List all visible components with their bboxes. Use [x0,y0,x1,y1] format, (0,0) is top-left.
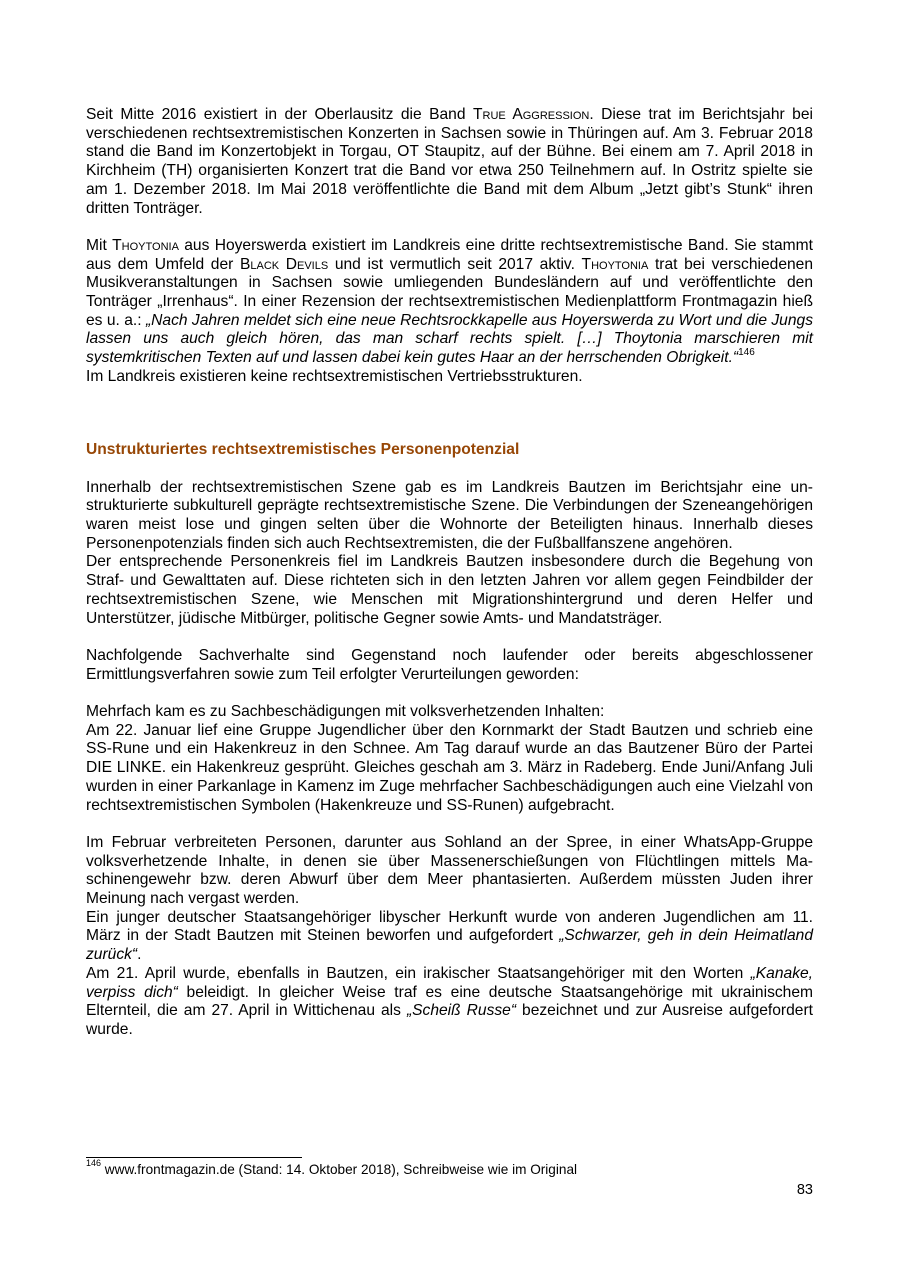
paragraph-bautzen-april [86,965,813,1040]
paragraph-personenkreis: Der entsprechende Personenkreis fiel im Landkreis Bautzen insbesondere durch die Begehung von Straf- und Gewalttaten auf. Diese richteten sich in den letzten Jahren vor allem gegen Feindbilder der rechtsextremistischen Szene, wie Menschen mit Migrationshintergrund und deren Helfer und Unterstützer, jüdische Mitbürger, politische Gegner sowie Amts- und Mandatsträger. [86,553,813,627]
text-run: . Diese trat im Berichtsjahr bei verschiedenen rechtsextremistischen Konzerten in Sachsen sowie in Thüringen auf. Am 3. Februar 2018 stand die Band im Konzertobjekt in Torgau, OT Staupitz, auf der Bühne. Bei einem am 7. April 2018 in Kirchheim (TH) organisierten Konzert trat die Band vor etwa 250 Teilnehmern auf. In Ostritz spielte sie am 1. Dezember 2018. Im Mai 2018 veröffentlichte die Band mit dem Album „Jetzt gibt’s Stunk“ ihren dritten Tonträger. [86,106,813,217]
page-body [86,106,813,1040]
footnote-reference[interactable]: 146 [738,346,755,358]
paragraph-whatsapp: Im Februar verbreiteten Personen, darunter aus Sohland an der Spree, in einer WhatsApp-Gruppe volksverhetzende Inhalte, in denen sie über Massenerschießungen von Flüchtlingen mittels Maschinengewehr bzw. deren Abwurf über dem Meer phantasierten. Außerdem müssten Juden ihrer Meinung nach vergast werden. [86,833,813,908]
footnote [86,1158,578,1178]
paragraph-thoytonia [86,237,813,368]
band-name-true-aggression: True Aggression [472,106,590,123]
quote-schwarzer: „Schwarzer, geh in dein Heimatland zurück“ [86,927,814,964]
text-run: . [137,946,142,964]
text-run: bezeichnet und zur Ausreise aufgefordert wurde. [86,1002,813,1038]
text-run: und ist vermutlich seit 2017 aktiv. [328,255,582,273]
quote-kanake: „Kanake, verpiss dich“ [86,964,813,1001]
text-run: Ein junger deutscher Staatsangehöriger libyscher Herkunft wurde von anderen Jugendlichen am 11. März in der Stadt Bautzen mit Steinen beworfen und aufgefordert [86,908,813,945]
footnote-separator [86,1157,302,1158]
paragraph-szene: Innerhalb der rechtsextremistischen Szene gab es im Landkreis Bautzen im Berichtsjahr eine unstrukturierte subkulturell geprägte rechtsextremistische Szene. Die Verbindungen der Szeneangehörigen waren meist lose und gingen selten über die Wohnorte der Beteiligten hinaus. Innerhalb dieses Personenpotenzials finden sich auch Rechtsextremisten, die der Fußballfanszene angehören. [86,478,813,552]
text-run: Mit [86,236,113,254]
quote-russe: „Scheiß Russe“ [406,1002,517,1020]
text-run: Seit Mitte 2016 existiert in der Oberlausitz die Band [86,106,473,123]
footnote-text: www.frontmagazin.de (Stand: 14. Oktober 2018), Schreibweise wie im Original [101,1162,578,1177]
text-run: aus Hoyerswerda existiert im Landkreis eine dritte rechtsextremistische Band. Sie stammt aus dem Umfeld der [86,236,813,273]
paragraph-vertriebsstrukturen: Im Landkreis existieren keine rechtsextremistischen Vertriebsstrukturen. [86,367,583,385]
page-number: 83 [796,1182,813,1198]
band-name-thoytonia: Thoytonia [112,236,179,254]
section-heading: Unstrukturiertes rechtsextremistisches Personenpotenzial [86,441,520,459]
quote-frontmagazin: „Nach Jahren meldet sich eine neue Rechtsrockkapelle aus Hoyerswerda zu Wort und die Jungs lassen uns auch gleich hören, das man scharf rechts spielt. […] Thoytonia marschieren mit systemkritischen Texten auf und lassen dabei kein gutes Haar an der herrschenden Obrigkeit.“ [86,311,813,367]
paragraph-sachbeschaedigungen: Am 22. Januar lief eine Gruppe Jugendlicher über den Kornmarkt der Stadt Bautzen und schrieb eine SS-Rune und ein Hakenkreuz in den Schnee. Am Tag darauf wurde an das Bautzener Büro der Partei DIE LINKE. ein Hakenkreuz gesprüht. Gleiches geschah am 3. März in Radeberg. Ende Juni/Anfang Juli wurden in einer Parkanlage in Kamenz im Zuge mehrfacher Sachbeschädigungen auch eine Vielzahl von rechtsextremistischen Symbolen (Hakenkreuze und SS-Runen) aufgebracht. [86,721,813,814]
paragraph-sachverhalte: Nachfolgende Sachverhalte sind Gegenstand noch laufender oder bereits abgeschlossener Ermittlungsverfahren sowie zum Teil erfolgter Verurteilungen geworden: [86,646,813,683]
paragraph-sachbeschaedigungen-intro: Mehrfach kam es zu Sachbeschädigungen mit volksverhetzenden Inhalten: [86,703,605,721]
paragraph-true-aggression [86,106,813,218]
footnote-number: 146 [86,1158,102,1169]
band-name-black-devils: Black Devils [239,255,329,273]
text-run: Am 21. April wurde, ebenfalls in Bautzen, ein irakischer Staatsangehöriger mit den Worten [86,964,751,982]
text-run: beleidigt. In gleicher Weise traf es eine deutsche Staatsangehörige mit ukrainischem Elternteil, die am 27. April in Wittichenau als [86,983,813,1020]
paragraph-bautzen-maerz [86,909,813,965]
band-name-thoytonia: Thoytonia [581,255,649,273]
text-run: trat bei verschiedenen Musikveranstaltungen in Sachsen sowie umliegenden Bundesländern auf und veröffentlichte den Tonträger „Irrenhaus“. In einer Rezension der rechtsextremistischen Medienplattform Frontmagazin hieß es u. a.: [86,255,814,329]
